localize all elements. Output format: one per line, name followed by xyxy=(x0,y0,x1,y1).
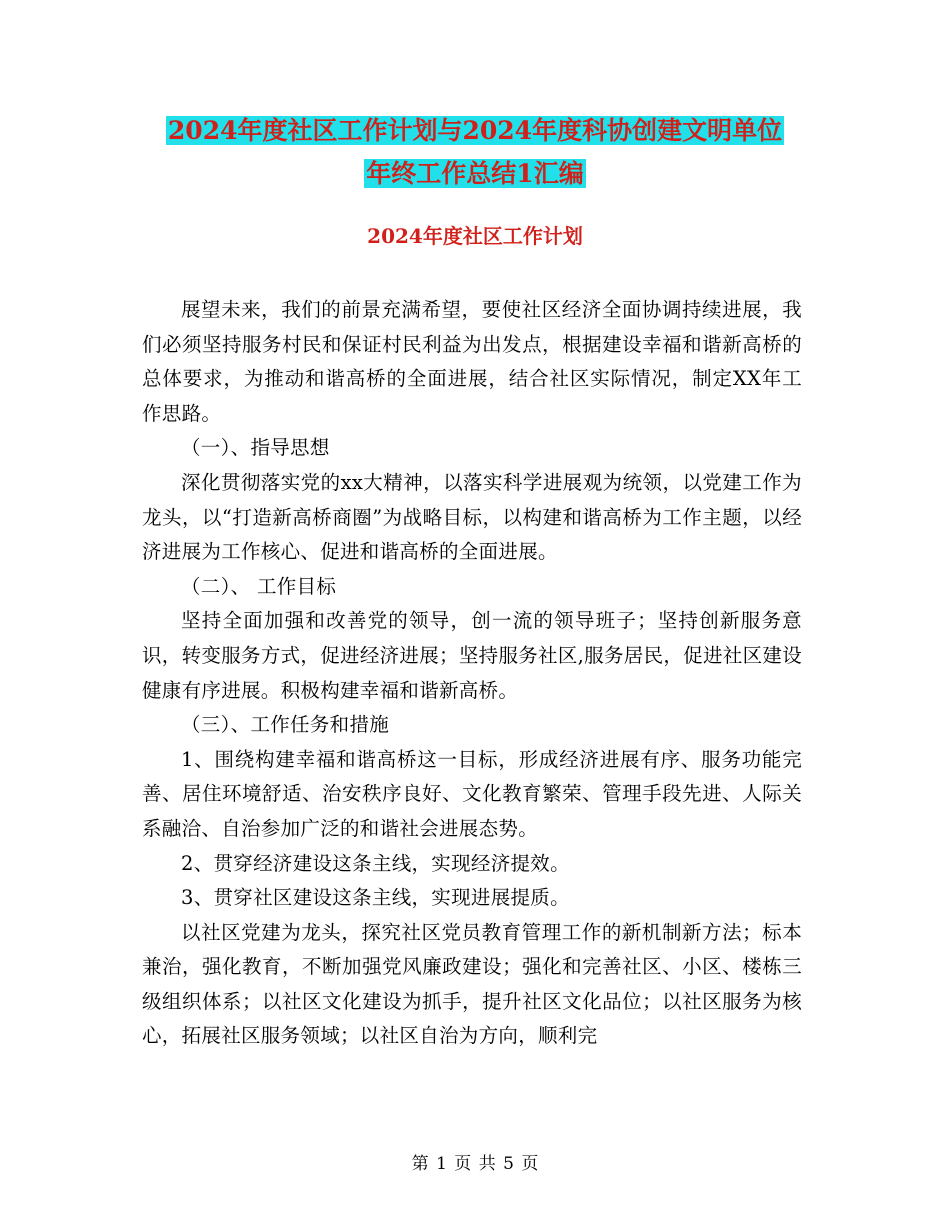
paragraph-task-1: 1、围绕构建幸福和谐高桥这一目标，形成经济进展有序、服务功能完善、居住环境舒适、治安秩序良好、文化教育繁荣、管理手段先进、人际关系融洽、自治参加广泛的和谐社会进展态势。 xyxy=(142,747,802,840)
section-title: 2024年度社区工作计划 xyxy=(367,224,583,248)
paragraph-task-3: 3、贯穿社区建设这条主线，实现进展提质。 xyxy=(181,886,570,910)
paragraph-intro: 展望未来，我们的前景充满希望，要使社区经济全面协调持续进展，我们必须坚持服务村民和保证村民利益为出发点，根据建设幸福和谐新高桥的总体要求，为推动和谐高桥的全面进展，结合社区实际情况，制定XX年工作思路。 xyxy=(142,298,802,425)
document-title-text-1: 2024年度社区工作计划与2024年度科协创建文明单位 xyxy=(167,116,783,145)
paragraph-guiding-ideology: 深化贯彻落实党的xx大精神，以落实科学进展观为统领，以党建工作为龙头，以“打造新高桥商圈”为战略目标，以构建和谐高桥为工作主题，以经济进展为工作核心、促进和谐高桥的全面进展。 xyxy=(142,470,802,564)
page-footer: 第 1 页 共 5 页 xyxy=(411,1154,539,1174)
document-title-line-2 xyxy=(0,155,950,193)
document-title-text-2: 年终工作总结1汇编 xyxy=(366,159,584,188)
paragraph-task-2: 2、贯穿经济建设这条主线，实现经济提效。 xyxy=(181,851,570,875)
paragraph-party-building: 以社区党建为龙头，探究社区党员教育管理工作的新机制新方法；标本兼治，强化教育，不断加强党风廉政建设；强化和完善社区、小区、楼栋三级组织体系；以社区文化建设为抓手，提升社区文化品位；以社区服务为核心，拓展社区服务领域；以社区自治为方向，顺利完 xyxy=(142,920,802,1048)
heading-tasks-measures: （三）、工作任务和措施 xyxy=(181,713,390,737)
document-title-line-1 xyxy=(0,112,950,150)
heading-work-goals: （二）、 工作目标 xyxy=(181,574,337,598)
paragraph-work-goals: 坚持全面加强和改善党的领导，创一流的领导班子；坚持创新服务意识，转变服务方式，促进经济进展；坚持服务社区,服务居民，促进社区建设健康有序进展。积极构建幸福和谐新高桥。 xyxy=(142,609,802,702)
document-body xyxy=(142,293,802,1054)
heading-guiding-ideology: （一）、指导思想 xyxy=(181,436,330,460)
